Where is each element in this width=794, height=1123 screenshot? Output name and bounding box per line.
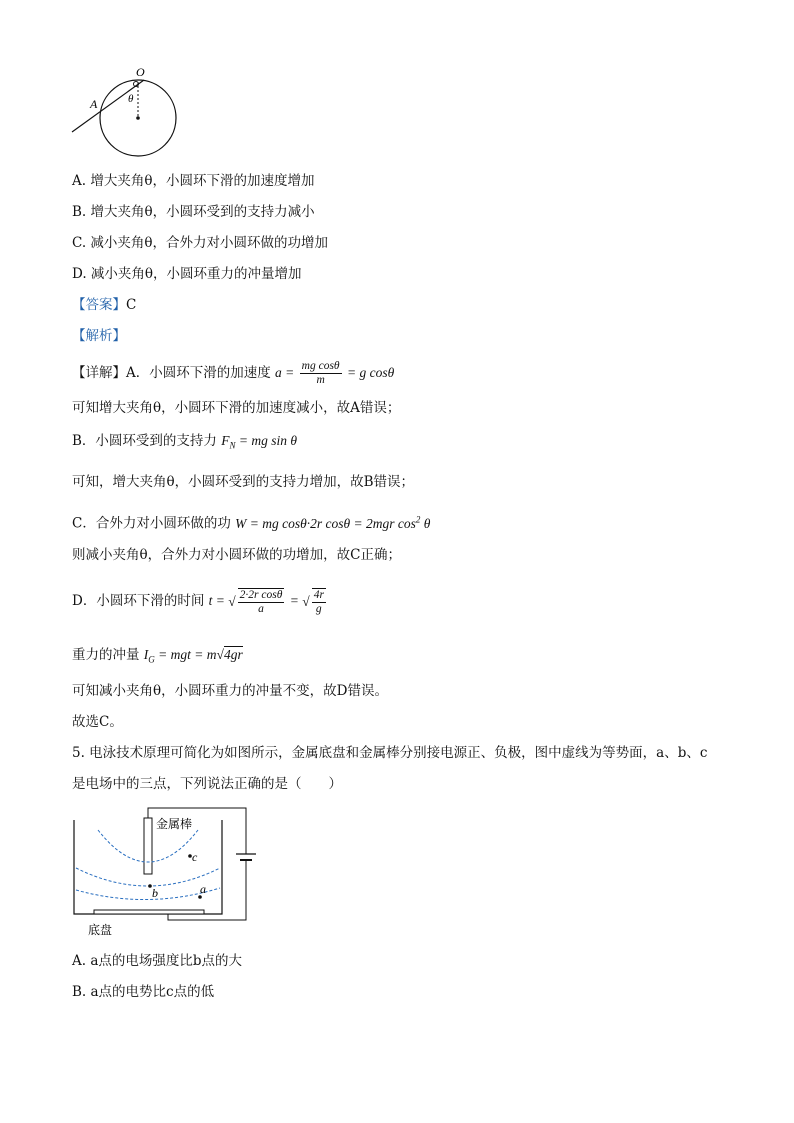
q5-stem-line2: 是电场中的三点，下列说法正确的是（ ） xyxy=(72,776,342,792)
formula-impulse: $I_G$ = mgt = m√4gr xyxy=(143,647,243,665)
figure-circle-chord xyxy=(68,62,188,162)
label-o: O xyxy=(136,65,145,79)
point-a-label: a xyxy=(200,882,206,896)
detail-line-impulse xyxy=(72,646,243,669)
answer-line xyxy=(72,296,136,314)
rod-label: 金属棒 xyxy=(156,817,193,831)
formula-support-force: $F_N$ = mg sin θ xyxy=(221,433,297,451)
formula-time: t = √ $\frac{\text{2·2r cosθ}}{a}$ = √ $\frac{4r}{g}$ xyxy=(208,588,324,615)
detail-line-b xyxy=(72,432,297,455)
analysis-tag: 【解析】 xyxy=(72,328,126,344)
answer-value: C xyxy=(126,297,137,313)
point-c-label: c xyxy=(192,850,198,864)
detail-d-conclusion: 可知减小夹角θ，小圆环重力的冲量不变，故D错误。 xyxy=(72,683,388,699)
figure-electrophoresis xyxy=(68,804,268,940)
detail-line-d xyxy=(72,580,328,623)
label-theta: θ xyxy=(128,93,134,105)
q4-option-d: D. 减小夹角θ，小圆环重力的冲量增加 xyxy=(72,266,302,282)
detail-tag: 【详解】 xyxy=(72,365,126,381)
q4-option-c: C. 减小夹角θ，合外力对小圆环做的功增加 xyxy=(72,235,329,251)
detail-b-conclusion: 可知，增大夹角θ，小圆环受到的支持力增加，故B错误； xyxy=(72,474,415,490)
detail-c-conclusion: 则减小夹角θ，合外力对小圆环做的功增加，故C正确； xyxy=(72,547,401,563)
q4-option-b: B. 增大夹角θ，小圆环受到的支持力减小 xyxy=(72,204,315,220)
base-label: 底盘 xyxy=(88,923,113,937)
detail-c-prefix: C．合外力对小圆环做的功 xyxy=(72,515,231,532)
detail-impulse-prefix: 重力的冲量 xyxy=(72,647,140,663)
label-a: A xyxy=(90,97,98,111)
point-b-label: b xyxy=(152,886,158,900)
detail-a-prefix: A．小圆环下滑的加速度 xyxy=(126,365,271,381)
q5-stem-line1: 5. 电泳技术原理可简化为如图所示，金属底盘和金属棒分别接电源正、负极，图中虚线为等势面，a、b、c xyxy=(72,745,708,761)
detail-choose: 故选C。 xyxy=(72,714,123,730)
formula-acceleration: a = $\frac{\text{mg cosθ}}{m}$ = g cosθ xyxy=(275,360,395,387)
formula-work: W = mg cosθ·2r cosθ = 2mgr $\cos^2 \theta$ xyxy=(235,514,431,531)
detail-line-a xyxy=(72,358,394,388)
q5-option-b: B. a点的电势比c点的低 xyxy=(72,984,215,1000)
detail-d-prefix: D．小圆环下滑的时间 xyxy=(72,593,205,609)
detail-a-conclusion: 可知增大夹角θ，小圆环下滑的加速度减小，故A错误； xyxy=(72,400,401,416)
q4-option-a: A. 增大夹角θ，小圆环下滑的加速度增加 xyxy=(72,173,315,189)
q5-option-a: A. a点的电场强度比b点的大 xyxy=(72,953,243,969)
detail-line-c xyxy=(72,510,430,533)
answer-tag: 【答案】 xyxy=(72,297,126,313)
detail-b-prefix: B．小圆环受到的支持力 xyxy=(72,433,217,449)
